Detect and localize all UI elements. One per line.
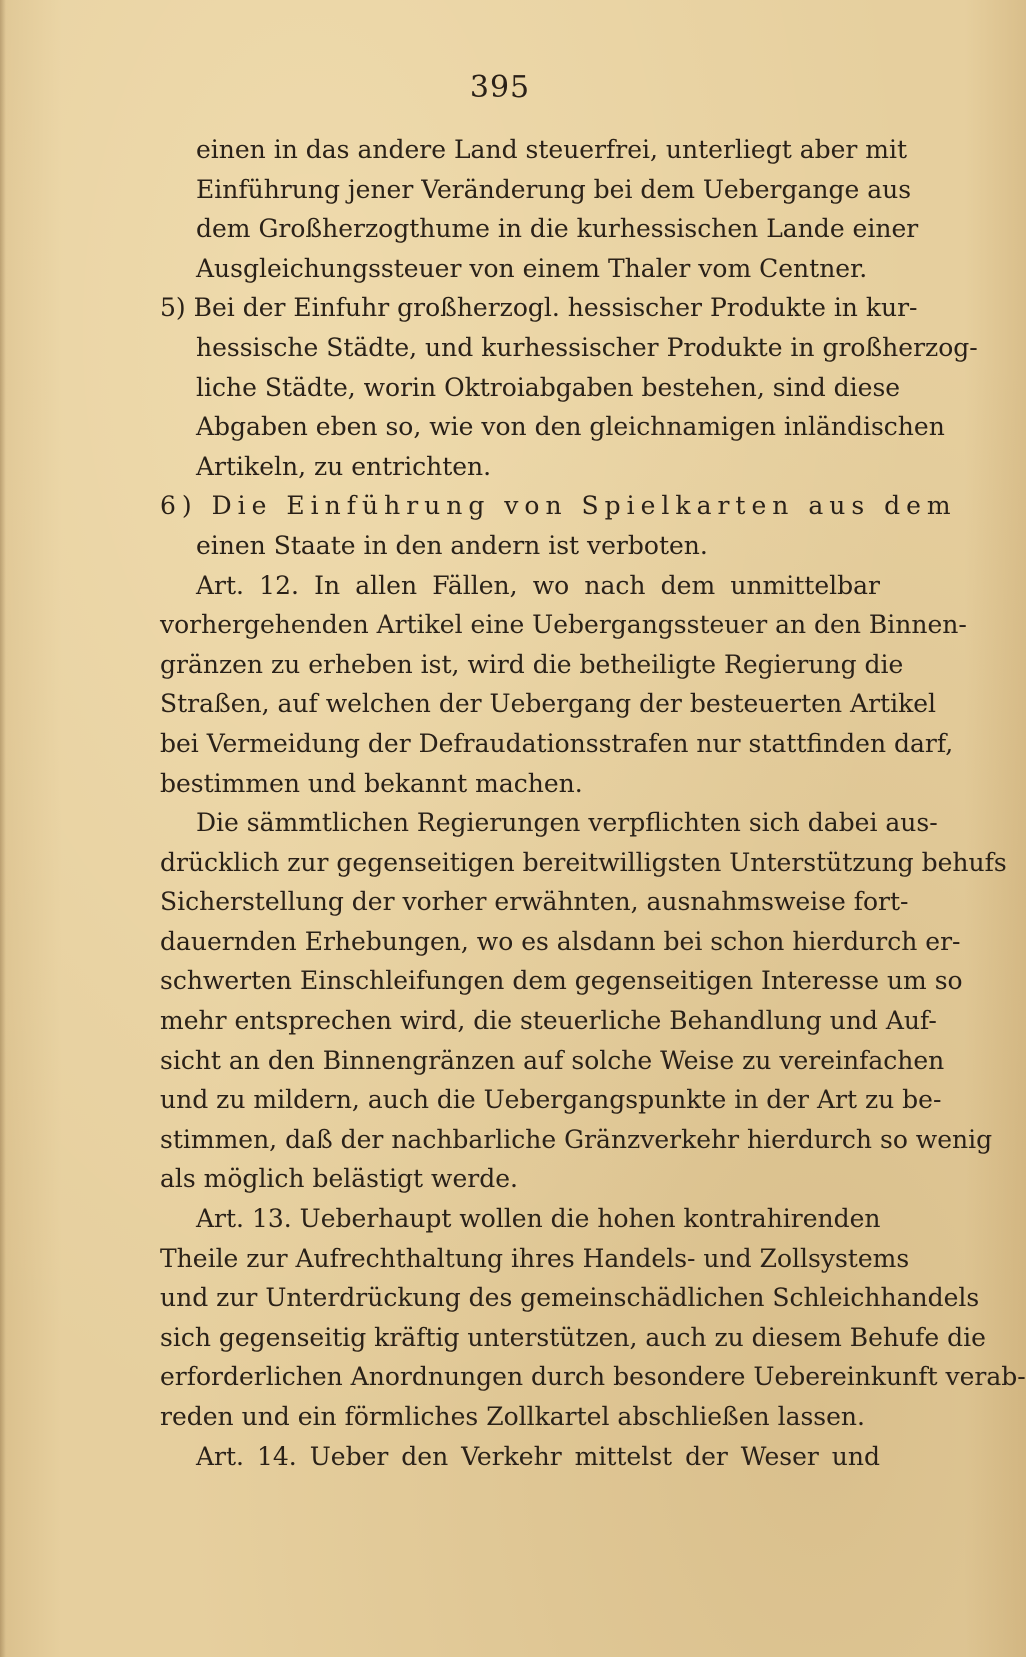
text-line: Ausgleichungssteuer von einem Thaler vom Centner. — [196, 253, 868, 283]
body-text — [160, 130, 1026, 1476]
page-number: 395 — [469, 70, 531, 105]
text-line: schwerten Einschleifungen dem gegenseitigen Interesse um so — [160, 966, 963, 996]
text-line: Sicherstellung der vorher erwähnten, ausnahmsweise fort- — [160, 887, 909, 917]
text-line: sicht an den Binnengränzen auf solche Weise zu vereinfachen — [160, 1045, 945, 1075]
binding-edge-shadow — [0, 0, 6, 1657]
text-line: Abgaben eben so, wie von den gleichnamigen inländischen — [196, 412, 945, 442]
text-line: bestimmen und bekannt machen. — [160, 768, 583, 798]
text-line: einen Staate in den andern ist verboten. — [196, 530, 708, 560]
text-line: Die sämmtlichen Regierungen verpflichten sich dabei aus- — [196, 808, 938, 838]
text-line: erforderlichen Anordnungen durch besondere Uebereinkunft verab- — [160, 1362, 1026, 1392]
text-line: Einführung jener Veränderung bei dem Uebergange aus — [196, 174, 912, 204]
text-line: liche Städte, worin Oktroiabgaben bestehen, sind diese — [196, 372, 901, 402]
text-line: Straßen, auf welchen der Uebergang der besteuerten Artikel — [160, 689, 937, 719]
text-line: Theile zur Aufrechthaltung ihres Handels- und Zollsystems — [160, 1243, 910, 1273]
text-line: Art. 14. Ueber den Verkehr mittelst der Weser und — [196, 1441, 880, 1471]
text-line: stimmen, daß der nachbarliche Gränzverkehr hierdurch so wenig — [160, 1124, 993, 1154]
text-line: und zu mildern, auch die Uebergangspunkte in der Art zu be- — [160, 1085, 942, 1115]
text-line: Art. 12. In allen Fällen, wo nach dem unmittelbar — [196, 570, 880, 600]
text-line: dem Großherzogthume in die kurhessischen Lande einer — [196, 214, 919, 244]
text-line: als möglich belästigt werde. — [160, 1164, 518, 1194]
text-line: drücklich zur gegenseitigen bereitwilligsten Unterstützung behufs — [160, 847, 1007, 877]
text-line: Art. 13. Ueberhaupt wollen die hohen kontrahirenden — [196, 1204, 881, 1234]
text-line: Artikeln, zu entrichten. — [196, 451, 492, 481]
text-line: und zur Unterdrückung des gemeinschädlichen Schleichhandels — [160, 1283, 980, 1313]
text-line: 5) Bei der Einfuhr großherzogl. hessischer Produkte in kur- — [160, 293, 918, 323]
text-line: hessische Städte, und kurhessischer Produkte in großherzog- — [196, 332, 978, 362]
text-line: reden und ein förmliches Zollkartel abschließen lassen. — [160, 1402, 865, 1431]
text-line: 6) Die Einführung von Spielkarten aus dem — [160, 491, 957, 521]
text-line: gränzen zu erheben ist, wird die betheiligte Regierung die — [160, 649, 904, 679]
text-line: bei Vermeidung der Defraudationsstrafen nur stattfinden darf, — [160, 728, 954, 758]
text-line: dauernden Erhebungen, wo es alsdann bei schon hierdurch er- — [160, 926, 961, 956]
text-line: mehr entsprechen wird, die steuerliche Behandlung und Auf- — [160, 1006, 937, 1036]
text-line: vorhergehenden Artikel eine Uebergangssteuer an den Binnen- — [160, 610, 967, 640]
text-line: sich gegenseitig kräftig unterstützen, auch zu diesem Behufe die — [160, 1322, 986, 1352]
text-line: einen in das andere Land steuerfrei, unterliegt aber mit — [196, 135, 908, 164]
